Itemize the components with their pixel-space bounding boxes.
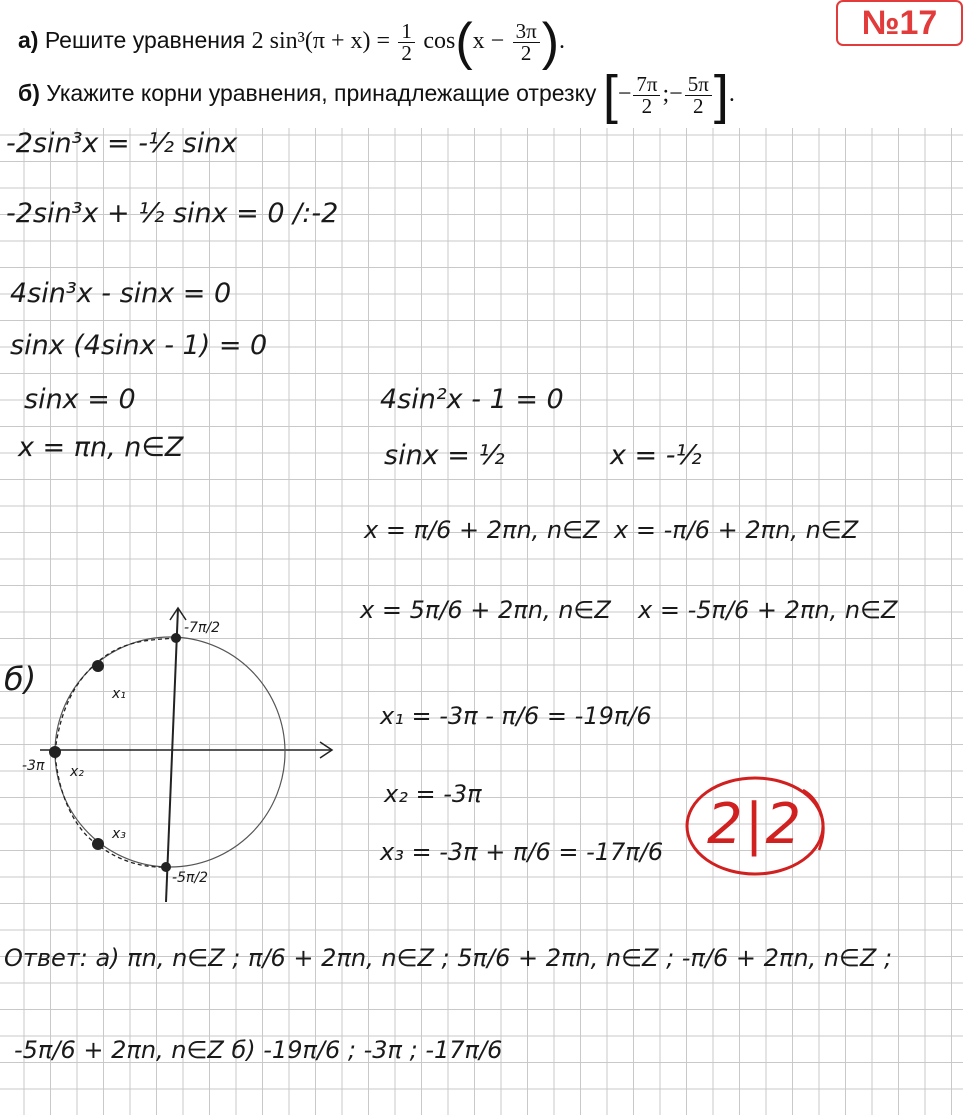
point-bottom bbox=[161, 862, 171, 872]
segment-end-denominator: 2 bbox=[693, 93, 704, 118]
task-header bbox=[0, 0, 963, 128]
solution-line-3: 4sin³x - sinx = 0 bbox=[10, 278, 232, 309]
case1-equation: sinx = 0 bbox=[24, 384, 136, 415]
task-part-b bbox=[18, 65, 735, 125]
segment-start-numerator: 7π bbox=[633, 74, 660, 96]
point-x1 bbox=[92, 660, 104, 672]
open-paren: ( bbox=[455, 13, 473, 71]
solution-line-1: -2sin³x = -½ sinx bbox=[6, 128, 238, 159]
root-x3: x₃ = -3π + π/6 = -17π/6 bbox=[380, 838, 664, 866]
solution-line-4: sinx (4sinx - 1) = 0 bbox=[10, 330, 268, 361]
circle-x2-label: x₂ bbox=[70, 764, 84, 780]
3pi-denominator: 2 bbox=[520, 40, 532, 65]
unit-circle-diagram bbox=[0, 600, 360, 910]
root-x2: x₂ = -3π bbox=[384, 780, 482, 808]
case1-root: x = πn, n∈Z bbox=[18, 432, 184, 463]
segment-minus-b: − bbox=[669, 81, 683, 108]
case2-minus-half: x = -½ bbox=[610, 440, 702, 471]
part-a-text: Решите уравнения bbox=[44, 27, 246, 54]
point-x2 bbox=[49, 746, 61, 758]
segment-separator: ; bbox=[662, 81, 670, 108]
circle-top-label: -7π/2 bbox=[184, 620, 221, 636]
segment-minus-a: − bbox=[617, 81, 632, 108]
root-pi-6: x = π/6 + 2πn, n∈Z bbox=[364, 516, 600, 544]
equation-left: 2 sin³(π + x) = bbox=[251, 28, 391, 55]
task-part-a bbox=[18, 13, 566, 71]
circle-left-label: -3π bbox=[22, 758, 45, 774]
root-5pi-6: x = 5π/6 + 2πn, n∈Z bbox=[360, 596, 611, 624]
segment-end-numerator: 5π bbox=[685, 74, 712, 96]
circle-part-label: б) bbox=[4, 660, 37, 698]
part-a-label: а) bbox=[18, 27, 39, 54]
equation-end: . bbox=[559, 28, 566, 55]
circle-bottom-label: -5π/2 bbox=[172, 870, 209, 886]
point-top bbox=[171, 633, 181, 643]
answer-line-2: -5π/6 + 2πn, n∈Z б) -19π/6 ; -3π ; -17π/6 bbox=[14, 1036, 503, 1064]
circle-x1-label: x₁ bbox=[112, 686, 126, 702]
case2-sin-half: sinx = ½ bbox=[384, 440, 505, 471]
equation-half-fraction bbox=[398, 18, 415, 65]
point-x3 bbox=[92, 838, 104, 850]
answer-line-1: Ответ: а) πn, n∈Z ; π/6 + 2πn, n∈Z ; 5π/6 + 2πn, n∈Z ; -π/6 + 2πn, n∈Z ; bbox=[4, 944, 893, 972]
close-paren: ) bbox=[541, 13, 560, 71]
segment-start-fraction bbox=[633, 71, 660, 118]
equation-3pi-fraction bbox=[513, 18, 540, 65]
half-denominator: 2 bbox=[401, 40, 412, 65]
y-axis bbox=[166, 608, 178, 902]
solution-line-2: -2sin³x + ½ sinx = 0 /:-2 bbox=[6, 198, 339, 229]
close-bracket: ] bbox=[713, 65, 729, 125]
equation-x-minus: x − bbox=[472, 28, 505, 55]
segment-end: . bbox=[728, 81, 735, 108]
segment-end-fraction bbox=[685, 71, 712, 118]
task-number-badge: №17 bbox=[836, 0, 963, 46]
root-minus-5pi-6: x = -5π/6 + 2πn, n∈Z bbox=[638, 596, 898, 624]
half-numerator: 1 bbox=[398, 21, 415, 43]
circle-x3-label: x₃ bbox=[112, 826, 126, 842]
part-b-label: б) bbox=[18, 80, 40, 107]
case2-equation: 4sin²x - 1 = 0 bbox=[380, 384, 564, 415]
part-b-text: Укажите корни уравнения, принадлежащие отрезку bbox=[46, 80, 597, 107]
root-minus-pi-6: x = -π/6 + 2πn, n∈Z bbox=[614, 516, 859, 544]
3pi-numerator: 3π bbox=[513, 21, 540, 43]
open-bracket: [ bbox=[602, 65, 618, 125]
grade-value: 2|2 bbox=[707, 792, 804, 857]
root-x1: x₁ = -3π - π/6 = -19π/6 bbox=[380, 702, 652, 730]
segment-start-denominator: 2 bbox=[641, 93, 653, 118]
equation-cos: cos bbox=[423, 28, 456, 55]
unit-circle bbox=[55, 637, 285, 867]
